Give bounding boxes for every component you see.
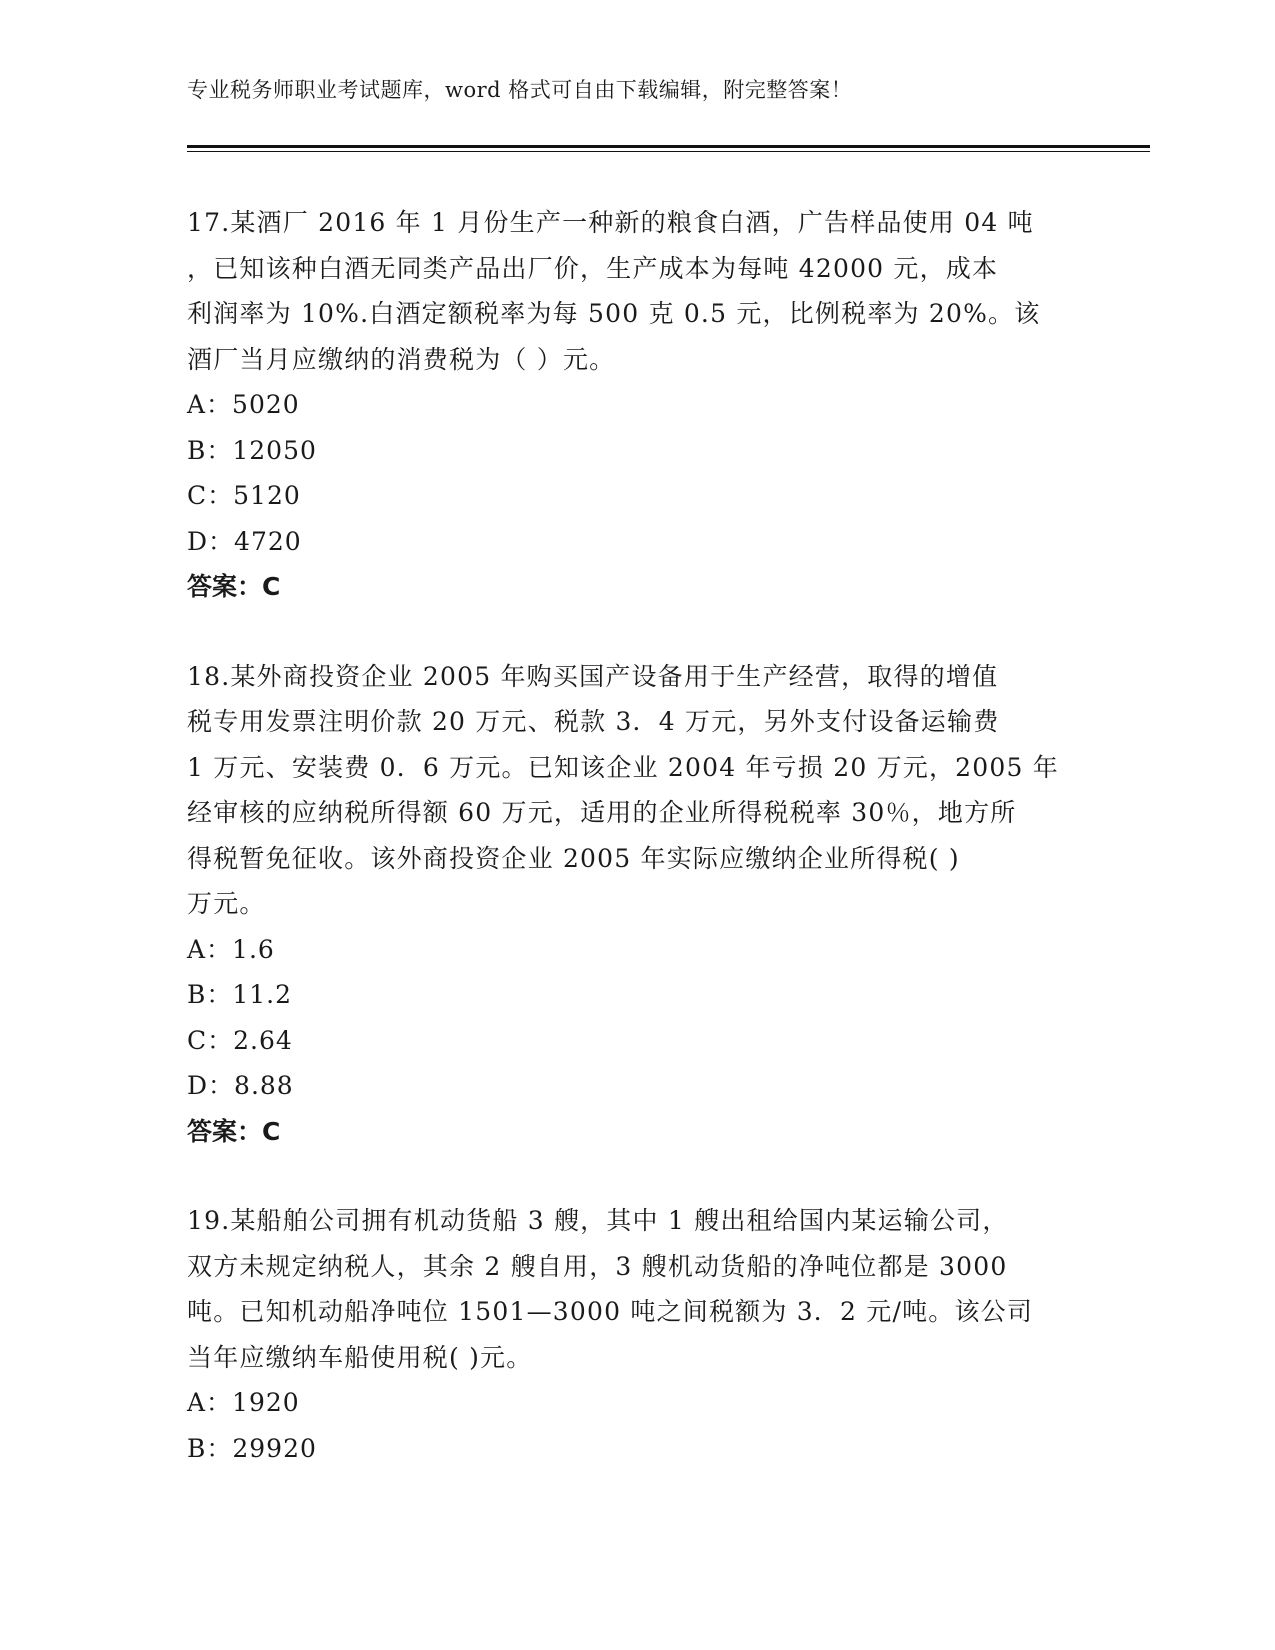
question-list (187, 200, 1087, 1515)
question-17 (187, 200, 1087, 610)
question-text-line: 18.某外商投资企业 2005 年购买国产设备用于生产经营，取得的增值 (187, 661, 999, 691)
option-d: D：4720 (187, 526, 302, 556)
option-b: B：29920 (187, 1433, 317, 1463)
question-text-line: 1 万元、安装费 0．6 万元。已知该企业 2004 年亏损 20 万元，2005 年 (187, 752, 1059, 782)
question-text-line: 万元。 (187, 889, 266, 918)
question-text-line: 税专用发票注明价款 20 万元、税款 3．4 万元，另外支付设备运输费 (187, 707, 1000, 736)
question-text-line: 17.某酒厂 2016 年 1 月份生产一种新的粮食白酒，广告样品使用 04 吨 (187, 208, 1034, 237)
option-a: A：5020 (187, 390, 300, 419)
question-text-line: 19.某船舶公司拥有机动货船 3 艘，其中 1 艘出租给国内某运输公司， (187, 1206, 1009, 1235)
question-text-line: 酒厂当月应缴纳的消费税为（ ）元。 (187, 344, 616, 374)
question-18 (187, 654, 1087, 1155)
question-text-line: 当年应缴纳车船使用税( )元。 (187, 1342, 533, 1372)
page-header: 专业税务师职业考试题库，word 格式可自由下载编辑，附完整答案！ (187, 78, 853, 102)
question-text-line: 双方未规定纳税人，其余 2 艘自用，3 艘机动货船的净吨位都是 3000 (187, 1251, 1008, 1281)
header-divider-thick (187, 145, 1150, 148)
answer-label: 答案：C (187, 572, 281, 601)
question-text-line: 吨。已知机动船净吨位 1501—3000 吨之间税额为 3．2 元/吨。该公司 (187, 1297, 1034, 1326)
option-b: B：12050 (187, 435, 317, 465)
question-text-line: 经审核的应纳税所得额 60 万元，适用的企业所得税税率 30％，地方所 (187, 798, 1017, 827)
question-text-line: 利润率为 10%.白酒定额税率为每 500 克 0.5 元，比例税率为 20%。该 (187, 299, 1041, 328)
question-19 (187, 1198, 1087, 1471)
header-divider-thin (187, 151, 1150, 152)
answer-label: 答案：C (187, 1116, 281, 1146)
option-b: B：11.2 (187, 980, 293, 1009)
option-a: A：1920 (187, 1388, 300, 1417)
option-a: A：1.6 (187, 934, 275, 964)
option-c: C：2.64 (187, 1025, 293, 1055)
question-text-line: 得税暂免征收。该外商投资企业 2005 年实际应缴纳企业所得税( ) (187, 843, 960, 873)
option-d: D：8.88 (187, 1071, 294, 1100)
question-text-line: ，已知该种白酒无同类产品出厂价，生产成本为每吨 42000 元，成本 (187, 253, 999, 283)
option-c: C：5120 (187, 481, 301, 510)
